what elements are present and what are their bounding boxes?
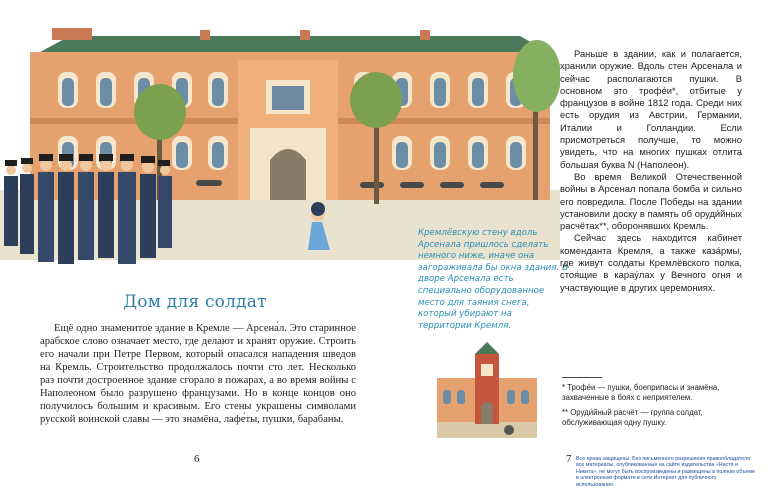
paragraph: Во время Великой Отечественной войны в Арсенал попала бомба и сильно его повредила. После Победы на здании установили доску в память об оруди́йных расчётах**, оборонявших Кремль. (560, 170, 742, 232)
page-title: Дом для солдат (123, 292, 267, 312)
footnote: ** Оруди́йный расчёт — группа солдат, обслуживающая одну пушку. (562, 408, 703, 427)
page-number-right: 7 (566, 453, 572, 465)
right-page-text (560, 48, 742, 294)
paragraph: Раньше в здании, как и полагается, хранили оружие. Вдоль стен Арсенала и сейчас располагаются пушки. В основном это трофе́и*, отбитые у французов в войне 1812 года. Среди них есть орудия из Австрии, Германии, Италии и Голландии. Если присмотреться получше, то можно увидеть, что на многих пушках отлита большая буква N (Наполеон). (560, 48, 742, 170)
kremlin-tower-illustration (437, 340, 537, 440)
body-text: Ещё одно знаменитое здание в Кремле — Арсена́л. Это старинное арабское слово означает место, где делают и хранят оружие. Строить его начали при Петре Первом, который опасался нападения шведов на Кремль. Строительство продолжалось почти сто лет. Несколько раз почти достроенное здание сгорало в пожарах, а во время войны с Наполеоном было разрушено французами. Но в конце концов оно получилось большим и красивым. Его стены украшены символами русской воинской славы — это знамёна, лафе́ты, пушки, барабаны. (40, 323, 356, 425)
footnote: * Трофе́и — пушки, боеприпасы и знамёна, захваченные в боях с неприятелем. (562, 383, 720, 402)
paragraph: Сейчас здесь находится кабинет коменданта Кремля, а также каза́рмы, где живут солдаты Кремлёвского полка, стоя́щие в карау́лах у Вечного огня и участвующие в других церемониях. (560, 232, 742, 293)
footnote-divider (562, 377, 602, 378)
page-number-left: 6 (194, 453, 200, 465)
rights-notice: Все права защищены. Без письменного разрешения правообладателя все материалы, опубликованные на сайте издательства «Настя и Никита», не могут быть воспроизведены и размещены в полном объеме в электронном формате в сети Интернет для публичного использования. (576, 456, 755, 488)
footnotes (562, 383, 747, 433)
illustration-caption: Кремлёвскую стену вдоль Арсенала пришлось сделать немного ниже, иначе она загораживала бы окна здания. В дворе Арсенала есть специально оборудованное место для таяния снега, который убирают на территории Кремля. (418, 228, 568, 331)
